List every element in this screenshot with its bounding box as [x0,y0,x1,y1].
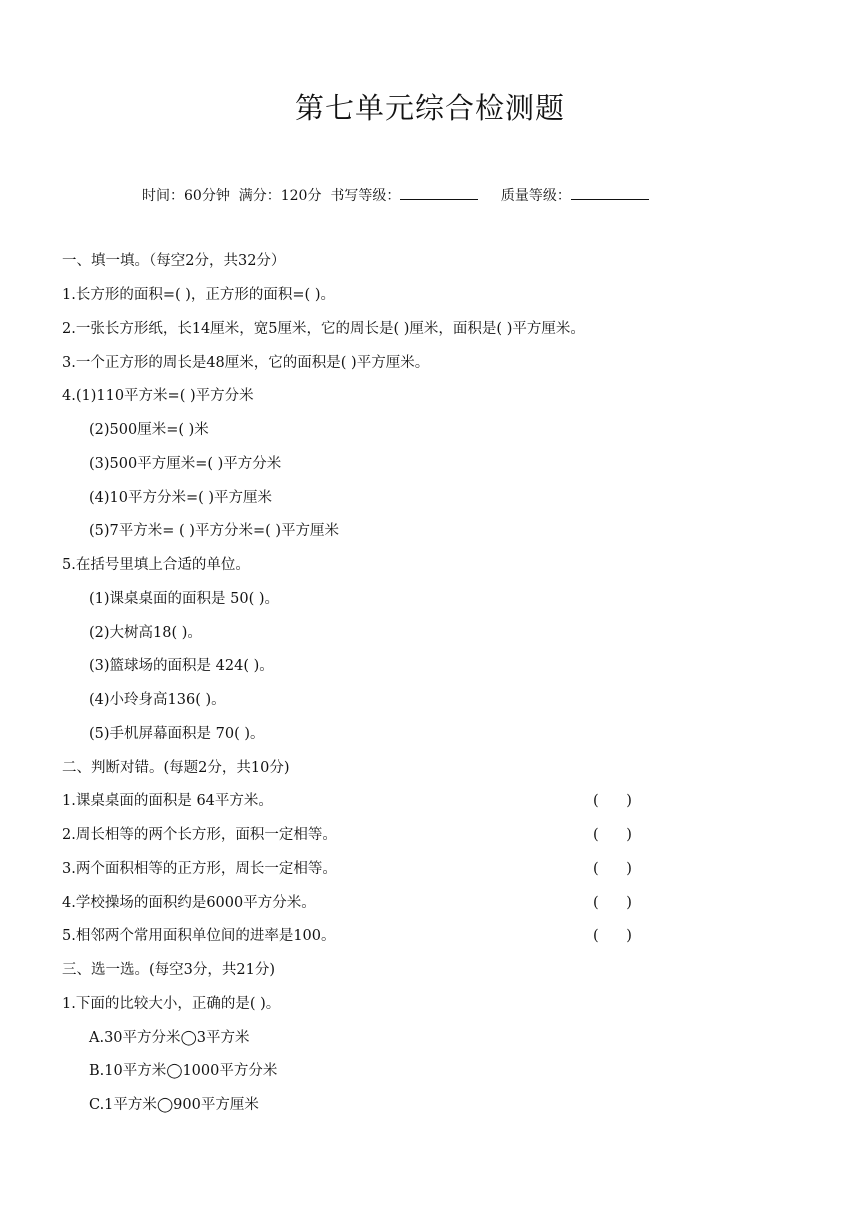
choice-option-c[interactable]: C.1平方米◯900平方厘米 [89,1097,259,1113]
judge-item-2: 2.周长相等的两个长方形，面积一定相等。 [62,827,337,843]
judge-answer-2[interactable]: ( ) [593,827,632,843]
question-1-3: 3.一个正方形的周长是48厘米，它的面积是( )平方厘米。 [62,355,430,371]
judge-answer-1[interactable]: ( ) [593,793,632,809]
judge-item-1: 1.课桌桌面的面积是 64平方米。 [62,793,273,809]
score-label: 满分：120分 [238,188,322,204]
time-label: 时间：60分钟 [142,188,230,204]
question-1-4-5: (5)7平方米= ( )平方分米=( )平方厘米 [89,523,340,539]
question-1-5-4: (4)小玲身高136( )。 [89,692,226,708]
choice-option-a[interactable]: A.30平方分米◯3平方米 [89,1030,250,1046]
question-1-5-5: (5)手机屏幕面积是 70( )。 [89,726,265,742]
question-1-1: 1.长方形的面积=( )，正方形的面积=( )。 [62,287,335,303]
question-1-4-2: (2)500厘米=( )米 [89,422,209,438]
section-1-heading: 一、填一填。（每空2分，共32分） [62,253,286,269]
choice-question-1: 1.下面的比较大小，正确的是( )。 [62,996,281,1012]
page-title: 第七单元综合检测题 [294,91,565,125]
judge-answer-3[interactable]: ( ) [593,861,632,877]
question-1-2: 2.一张长方形纸，长14厘米，宽5厘米，它的周长是( )厘米，面积是( )平方厘米。 [62,321,585,337]
judge-item-3: 3.两个面积相等的正方形，周长一定相等。 [62,861,337,877]
section-2-heading: 二、判断对错。(每题2分，共10分) [62,760,290,776]
writing-grade-blank[interactable] [400,185,478,200]
choice-option-b[interactable]: B.10平方米◯1000平方分米 [89,1063,278,1079]
judge-item-5: 5.相邻两个常用面积单位间的进率是100。 [62,928,336,944]
section-3-heading: 三、选一选。(每空3分，共21分) [62,962,275,978]
quality-grade-blank[interactable] [571,185,649,200]
judge-item-4: 4.学校操场的面积约是6000平方分米。 [62,895,316,911]
question-1-4-3: (3)500平方厘米=( )平方分米 [89,456,282,472]
writing-grade-label: 书写等级： [330,188,401,204]
exam-meta [142,185,667,205]
quality-grade-label: 质量等级： [500,188,571,204]
question-1-4-4: (4)10平方分米=( )平方厘米 [89,490,273,506]
question-1-5-2: (2)大树高18( )。 [89,625,202,641]
question-1-5: 5.在括号里填上合适的单位。 [62,557,250,573]
question-1-5-3: (3)篮球场的面积是 424( )。 [89,658,274,674]
question-1-5-1: (1)课桌桌面的面积是 50( )。 [89,591,280,607]
judge-answer-4[interactable]: ( ) [593,895,632,911]
judge-answer-5[interactable]: ( ) [593,928,632,944]
question-1-4: 4.(1)110平方米=( )平方分米 [62,388,254,404]
